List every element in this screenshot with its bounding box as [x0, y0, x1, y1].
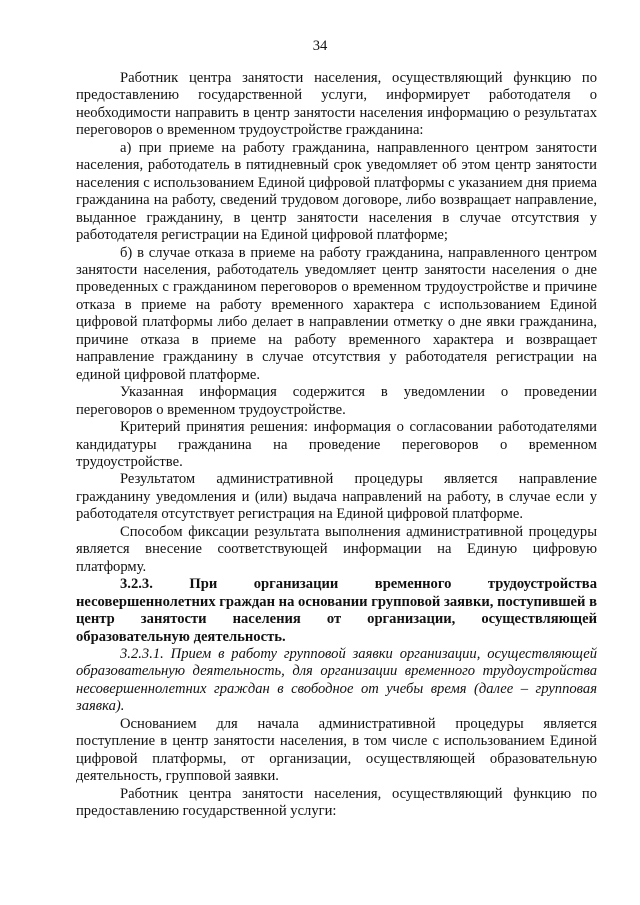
paragraph-intro: Работник центра занятости населения, осуществляющий функцию по предоставлению государственной услуги, информирует работодателя о необходимости направить в центр занятости населения информацию о результатах переговоров о временном трудоустройстве гражданина: [76, 70, 597, 139]
paragraph-item-a: а) при приеме на работу гражданина, направленного центром занятости населения, работодатель в пятидневный срок уведомляет об этом центр занятости населения с использованием Единой цифровой платформы с указанием дня приема гражданина на работу, сведений трудовом договоре, либо возвращает направление, выданное гражданину, в центр занятости населения в случае отсутствия у работодателя регистрации на Единой цифровой платформе; [76, 139, 597, 244]
paragraph-item-b: б) в случае отказа в приеме на работу гражданина, направленного центром занятости населения, работодатель уведомляет центр занятости населения о дне проведенных с гражданином переговоров о временном трудоустройстве и причине отказа в приеме на работу временного характера с использованием Единой цифровой платформы либо делает в направлении отметку о дне явки гражданина, причине отказа в приеме на работу временного характера и возвращает направление гражданину в случае отсутствия у работодателя регистрации на единой цифровой платформе. [76, 244, 597, 383]
paragraph-result: Результатом административной процедуры является направление гражданину уведомления и (или) выдача направлений на работу, в случае если у работодателя отсутствует регистрация на Единой цифровой платформе. [76, 471, 597, 523]
paragraph-fixation: Способом фиксации результата выполнения административной процедуры является внесение соответствующей информации на Единую цифровую платформу. [76, 523, 597, 575]
page-body [76, 70, 597, 820]
paragraph-info: Указанная информация содержится в уведомлении о проведении переговоров о временном трудоустройстве. [76, 384, 597, 418]
page-number: 34 [312, 38, 328, 54]
subsection-heading-3-2-3-1: 3.2.3.1. Прием в работу групповой заявки организации, осуществляющей образовательную деятельность, для организации временного трудоустройства несовершеннолетних граждан в свободное от учебы время (далее – групповая заявка). [76, 645, 597, 715]
paragraph-basis: Основанием для начала административной процедуры является поступление в центр занятости населения, в том числе с использованием Единой цифровой платформы, от организации, осуществляющей образовательную деятельность, групповой заявки. [76, 715, 597, 785]
paragraph-criterion: Критерий принятия решения: информация о согласовании работодателями кандидатуры гражданина на проведение переговоров о временном трудоустройстве. [76, 419, 597, 470]
paragraph-worker: Работник центра занятости населения, осуществляющий функцию по предоставлению государственной услуги: [76, 785, 597, 820]
section-heading-3-2-3: 3.2.3. При организации временного трудоустройства несовершеннолетних граждан на основании групповой заявки, поступившей в центр занятости населения от организации, осуществляющей образовательную деятельность. [76, 576, 597, 645]
